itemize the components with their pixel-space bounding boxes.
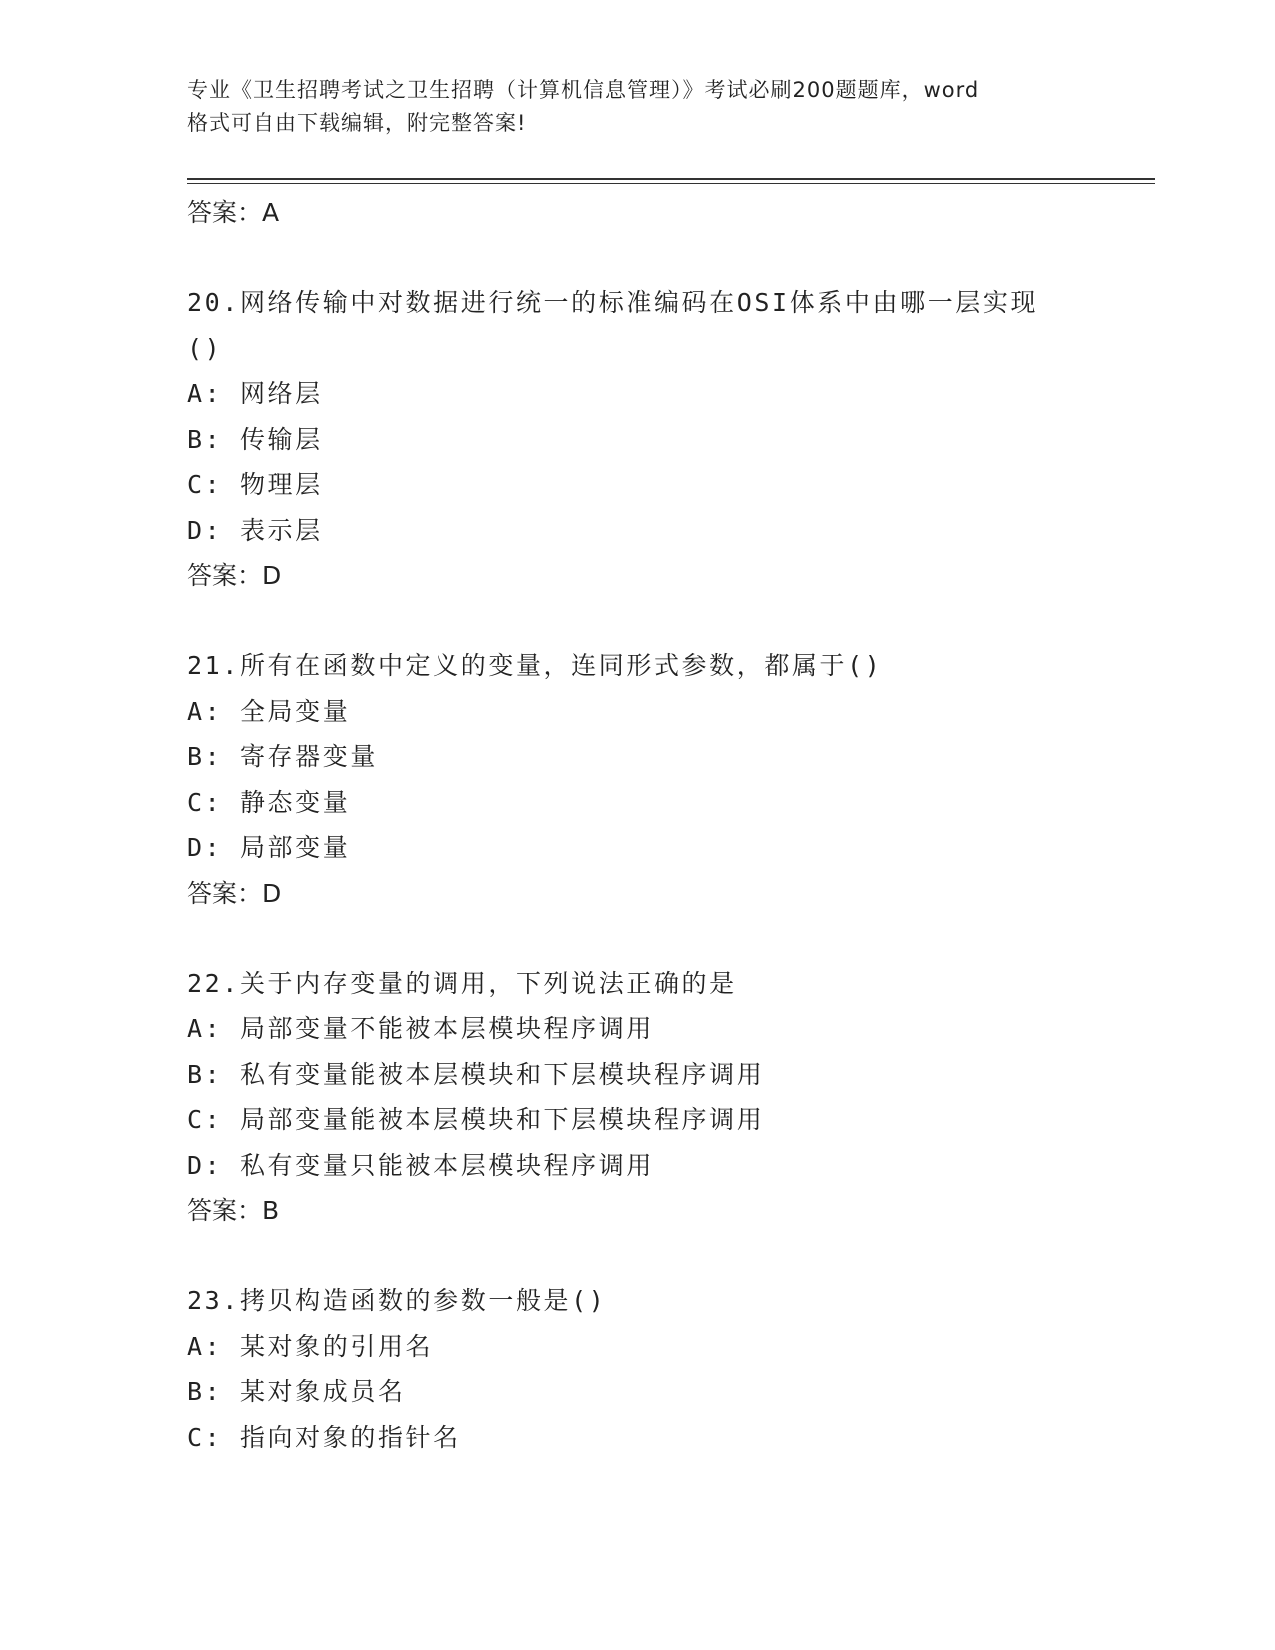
option-d: D: 局部变量	[187, 833, 351, 862]
option-a: A: 某对象的引用名	[187, 1331, 434, 1361]
option-c: C: 局部变量能被本层模块和下层模块程序调用	[187, 1105, 765, 1134]
option-d: D: 表示层	[187, 515, 323, 545]
option-c: C: 物理层	[187, 470, 323, 499]
header-divider	[187, 178, 1155, 180]
question-21	[187, 643, 1147, 917]
answer-line: 答案：A	[187, 198, 280, 227]
question-23	[187, 1278, 1147, 1460]
question-stem: 20.网络传输中对数据进行统一的标准编码在OSI体系中由哪一层实现	[187, 288, 1039, 317]
question-stem: 23.拷贝构造函数的参数一般是()	[187, 1286, 607, 1315]
header-divider-thin	[187, 183, 1155, 184]
option-a: A: 网络层	[187, 379, 323, 408]
question-20	[187, 280, 1147, 599]
question-list	[187, 190, 1147, 1460]
option-d: D: 私有变量只能被本层模块程序调用	[187, 1150, 654, 1180]
option-b: B: 传输层	[187, 424, 323, 454]
header-line-1: 专业《卫生招聘考试之卫生招聘（计算机信息管理）》考试必刷200题题库，word	[187, 78, 980, 102]
option-b: B: 私有变量能被本层模块和下层模块程序调用	[187, 1059, 765, 1089]
option-c: C: 静态变量	[187, 787, 351, 817]
question-stem: 22.关于内存变量的调用，下列说法正确的是	[187, 968, 737, 998]
header-line-2: 格式可自由下载编辑，附完整答案!	[187, 111, 527, 135]
option-c: C: 指向对象的指针名	[187, 1422, 461, 1452]
answer-line: 答案：B	[187, 1196, 280, 1225]
answer-line: 答案：D	[187, 561, 282, 590]
question-stem-continued: ()	[187, 333, 223, 363]
answer-line: 答案：D	[187, 878, 282, 908]
question-stem: 21.所有在函数中定义的变量，连同形式参数，都属于()	[187, 651, 883, 680]
document-header	[187, 74, 1097, 140]
option-a: A: 局部变量不能被本层模块程序调用	[187, 1014, 654, 1043]
option-b: B: 某对象成员名	[187, 1377, 406, 1406]
question-22	[187, 961, 1147, 1235]
option-b: B: 寄存器变量	[187, 742, 378, 771]
option-a: A: 全局变量	[187, 696, 351, 726]
